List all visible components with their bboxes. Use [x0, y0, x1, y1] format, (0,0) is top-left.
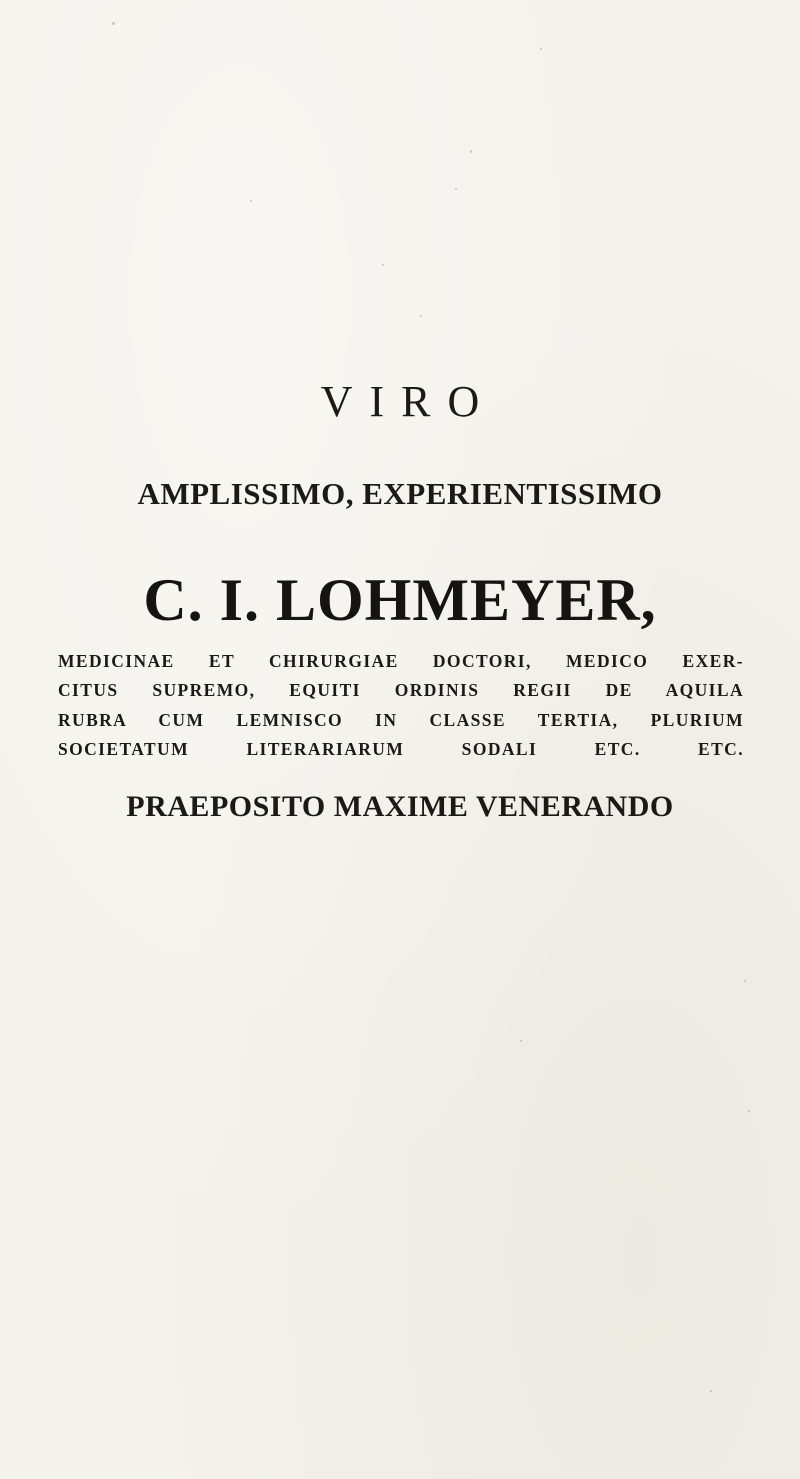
paper-speck	[470, 150, 472, 153]
paper-speck	[520, 1040, 522, 1042]
dedication-heading: VIRO	[320, 377, 497, 426]
dedicatee-title-line: MEDICINAE ET CHIRURGIAE DOCTORI, MEDICO EXER-	[58, 651, 744, 671]
dedicatee-name: C. I. LOHMEYER,	[143, 567, 657, 633]
dedication-epithets: AMPLISSIMO, EXPERIENTISSIMO	[137, 476, 663, 511]
dedication-closing: PRAEPOSITO MAXIME VENERANDO	[126, 790, 674, 823]
paper-speck	[382, 264, 384, 266]
paper-speck	[710, 1390, 712, 1392]
paper-speck	[455, 188, 457, 190]
dedicatee-title-line: RUBRA CUM LEMNISCO IN CLASSE TERTIA, PLURIUM	[58, 710, 744, 730]
dedicatee-title-line: CITUS SUPREMO, EQUITI ORDINIS REGII DE AQUILA	[58, 680, 744, 700]
paper-speck	[748, 1110, 750, 1112]
paper-speck	[744, 980, 746, 982]
paper-speck	[420, 315, 422, 317]
paper-speck	[250, 200, 252, 202]
paper-speck	[540, 48, 542, 50]
dedicatee-title-line: SOCIETATUM LITERARIARUM SODALI ETC. ETC.	[58, 739, 744, 759]
paper-speck	[112, 22, 115, 25]
